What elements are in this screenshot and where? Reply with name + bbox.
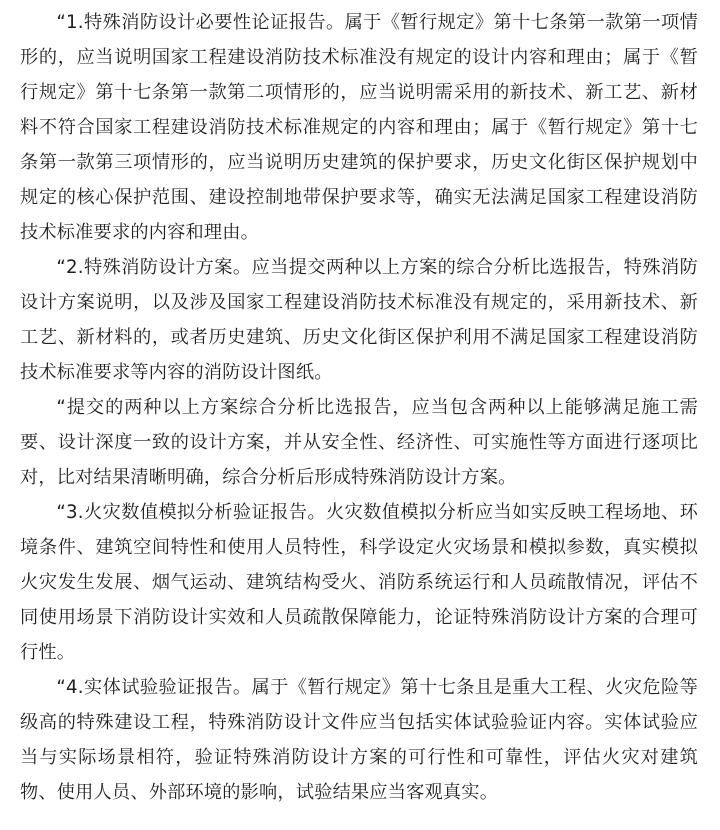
paragraph-comparison-report: “提交的两种以上方案综合分析比选报告，应当包含两种以上能够满足施工需要、设计深度一致的设计方案，并从安全性、经济性、可实施性等方面进行逐项比对，比对结果清晰明确，综合分析后形成特殊消防设计方案。 xyxy=(20,397,698,488)
paragraph-physical-test-report: “4.实体试验验证报告。属于《暂行规定》第十七条且是重大工程、火灾危险等级高的特殊建设工程，特殊消防设计文件应当包括实体试验验证内容。实体试验应当与实际场景相符，验证特殊消防设计方案的可行性和可靠性，评估火灾对建筑物、使用人员、外部环境的影响，试验结果应当客观真实。 xyxy=(20,677,698,803)
paragraph-design-scheme: “2.特殊消防设计方案。应当提交两种以上方案的综合分析比选报告，特殊消防设计方案说明，以及涉及国家工程建设消防技术标准没有规定的，采用新技术、新工艺、新材料的，或者历史建筑、历史文化街区保护利用不满足国家工程建设消防技术标准要求等内容的消防设计图纸。 xyxy=(20,257,698,383)
paragraph-fire-simulation-report: “3.火灾数值模拟分析验证报告。火灾数值模拟分析应当如实反映工程场地、环境条件、建筑空间特性和使用人员特性，科学设定火灾场景和模拟参数，真实模拟火灾发生发展、烟气运动、建筑结构受火、消防系统运行和人员疏散情况，评估不同使用场景下消防设计实效和人员疏散保障能力，论证特殊消防设计方案的合理可行性。 xyxy=(20,502,698,663)
paragraph-necessity-report: “1.特殊消防设计必要性论证报告。属于《暂行规定》第十七条第一款第一项情形的，应当说明国家工程建设消防技术标准没有规定的设计内容和理由；属于《暂行规定》第十七条第一款第二项情形的，应当说明需采用的新技术、新工艺、新材料不符合国家工程建设消防技术标准规定的内容和理由；属于《暂行规定》第十七条第一款第三项情形的，应当说明历史建筑的保护要求，历史文化街区保护规划中规定的核心保护范围、建设控制地带保护要求等，确实无法满足国家工程建设消防技术标准要求的内容和理由。 xyxy=(20,12,698,243)
